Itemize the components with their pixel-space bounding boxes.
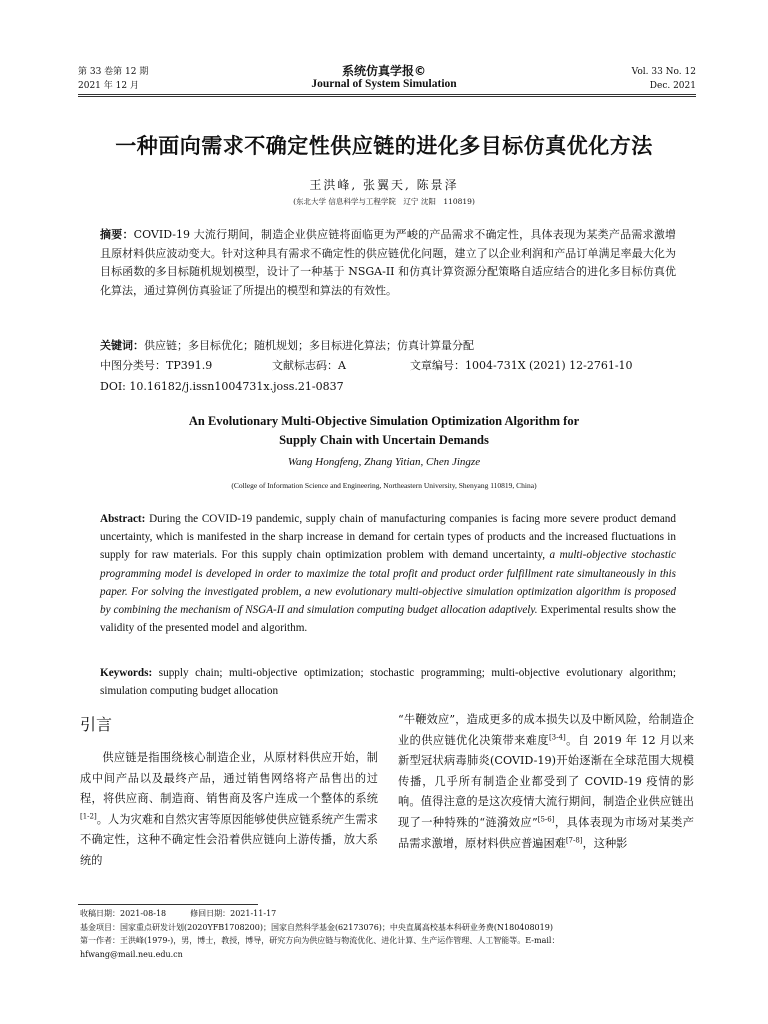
left-para-text-2: 。人为灾难和自然灾害等原因能够使供应链系统产生需求不确定性，这种不确定性会沿着供应链向上游传播，放大系统的 [80, 812, 378, 867]
clc-label: 中图分类号： [100, 359, 166, 372]
citation-5-6: [5-6] [537, 815, 555, 824]
doi: DOI: 10.16182/j.issn1004731x.joss.21-0837 [100, 380, 344, 393]
article-number [410, 357, 633, 375]
body-left-column [80, 748, 378, 872]
right-para-text-2: 。自 2019 年 12 月以来新型冠状病毒肺炎(COVID-19)开始逐渐在全球范围大规模传播，几乎所有制造企业都受到了 COVID-19 疫情的影响。值得注意的是这次疫情大流行期间，制造企业供应链出现了一种特殊的“涟漪效应” [398, 733, 694, 829]
clc-number [100, 357, 212, 375]
authors-en: Wang Hongfeng, Zhang Yitian, Chen Jingze [287, 456, 481, 468]
affiliation-cn: (东北大学 信息科学与工程学院 辽宁 沈阳 110819) [293, 197, 475, 206]
abstract-cn-label: 摘要： [100, 228, 134, 241]
right-para-text-3: ，具体表现为市场对某类产品需求激增，原材料供应普遍困难 [398, 815, 694, 850]
footnote-email[interactable]: hfwang@mail.neu.edu.cn [80, 949, 183, 959]
abstract-cn-text: COVID-19 大流行期间，制造企业供应链将面临更为严峻的产品需求不确定性，具体表现为某类产品需求激增且原材料供应波动变大。针对这种具有需求不确定性的供应链优化问题，建立了以企业利润和产品订单满足率最大化为目标函数的多目标随机规划模型，设计了一种基于 NSGA-II 和仿真计算资源分配策略自适应结合的进化多目标仿真优化算法，通过算例仿真验证了所提出的模型和算法的有效性。 [100, 228, 676, 297]
doc-label: 文献标志码： [272, 359, 338, 372]
citation-1-2: [1-2] [80, 812, 97, 821]
header-volume-cn: 第 33 卷第 12 期 [78, 67, 149, 77]
footnote [80, 907, 700, 961]
header-rule-2 [78, 96, 696, 97]
footnote-rule [78, 904, 258, 905]
paper-title-en-line2: Supply Chain with Uncertain Demands [279, 433, 489, 447]
header-volume-en: Vol. 33 No. 12 [631, 67, 696, 77]
abstract-en-label: Abstract: [100, 513, 146, 525]
paper-title-cn: 一种面向需求不确定性供应链的进化多目标仿真优化方法 [115, 133, 653, 158]
footnote-dates: 收稿日期：2021-08-18 修回日期：2021-11-17 [80, 909, 277, 918]
abstract-en [100, 510, 676, 637]
header-date-en: Dec. 2021 [649, 81, 696, 91]
keywords-cn-text: 供应链；多目标优化；随机规划；多目标进化算法；仿真计算量分配 [144, 339, 474, 352]
affiliation-en: (College of Information Science and Engineering, Northeastern University, Shenyang 110819, China) [231, 481, 537, 490]
header-rule [78, 94, 696, 95]
journal-name-en: Journal of System Simulation [311, 78, 457, 90]
footnote-author-bio: 第一作者：王洪峰(1979-)，男，博士，教授，博导，研究方向为供应链与物流优化、进化计算、生产运作管理、人工智能等。E-mail： [80, 936, 560, 945]
journal-name-cn: 系统仿真学报© [341, 64, 426, 78]
section-heading-introduction: 引言 [80, 715, 113, 734]
abstract-en-text-2: a multi-objective stochastic programming model is developed in order to maximize the total profit and product order fulfillment rate simultaneously in this paper. For solving the investigated problem, a new evolutionary multi-objective simulation optimization algorithm is proposed by combining the mechanism of NSGA-II and simulation computing budget allocation adaptively. [100, 549, 677, 617]
left-para-text-1: 供应链是指围绕核心制造企业，从原材料供应开始，制成中间产品以及最终产品，通过销售网络将产品售出的过程，将供应商、制造商、销售商及客户连成一个整体的系统 [80, 751, 378, 806]
document-code [272, 357, 346, 375]
article-value: 1004-731X (2021) 12-2761-10 [465, 359, 633, 372]
citation-7-8: [7-8] [565, 835, 583, 844]
right-para-text-4: ，这种影 [582, 836, 628, 850]
keywords-en-label: Keywords: [100, 667, 153, 679]
keywords-cn [100, 337, 676, 356]
keywords-en [100, 664, 676, 700]
abstract-cn [100, 226, 676, 300]
authors-cn: 王洪峰, 张翼天, 陈景泽 [309, 178, 459, 192]
clc-value: TP391.9 [166, 359, 213, 372]
abstract-en-text-1: During the COVID-19 pandemic, supply chain of manufacturing companies is facing more severe product demand uncertainty, which is manifested in the sharp increase in demand for certain types of products and the increased fluctuations in supply for raw materials. For this supply chain optimization problem with demand uncertainty, [100, 513, 676, 562]
paper-title-en-line1: An Evolutionary Multi-Objective Simulation Optimization Algorithm for [188, 414, 580, 428]
keywords-en-text: supply chain; multi-objective optimization; stochastic programming; multi-objective evolutionary algorithm; simulation computing budget allocation [100, 667, 676, 698]
article-label: 文章编号： [410, 359, 465, 372]
body-right-column [398, 710, 694, 854]
abstract-en-text-3: Experimental results show the validity of the presented model and algorithm. [100, 604, 677, 635]
header-date-cn: 2021 年 12 月 [78, 81, 139, 91]
citation-3-4: [3-4] [548, 732, 566, 741]
right-para-text-1: “牛鞭效应”，造成更多的成本损失以及中断风险，给制造企业的供应链优化决策带来难度 [398, 713, 694, 747]
doc-value: A [338, 359, 346, 372]
keywords-cn-label: 关键词： [100, 339, 144, 352]
footnote-funding: 基金项目：国家重点研发计划(2020YFB1708200)；国家自然科学基金(62173076)；中央直属高校基本科研业务费(N180408019) [80, 922, 553, 932]
